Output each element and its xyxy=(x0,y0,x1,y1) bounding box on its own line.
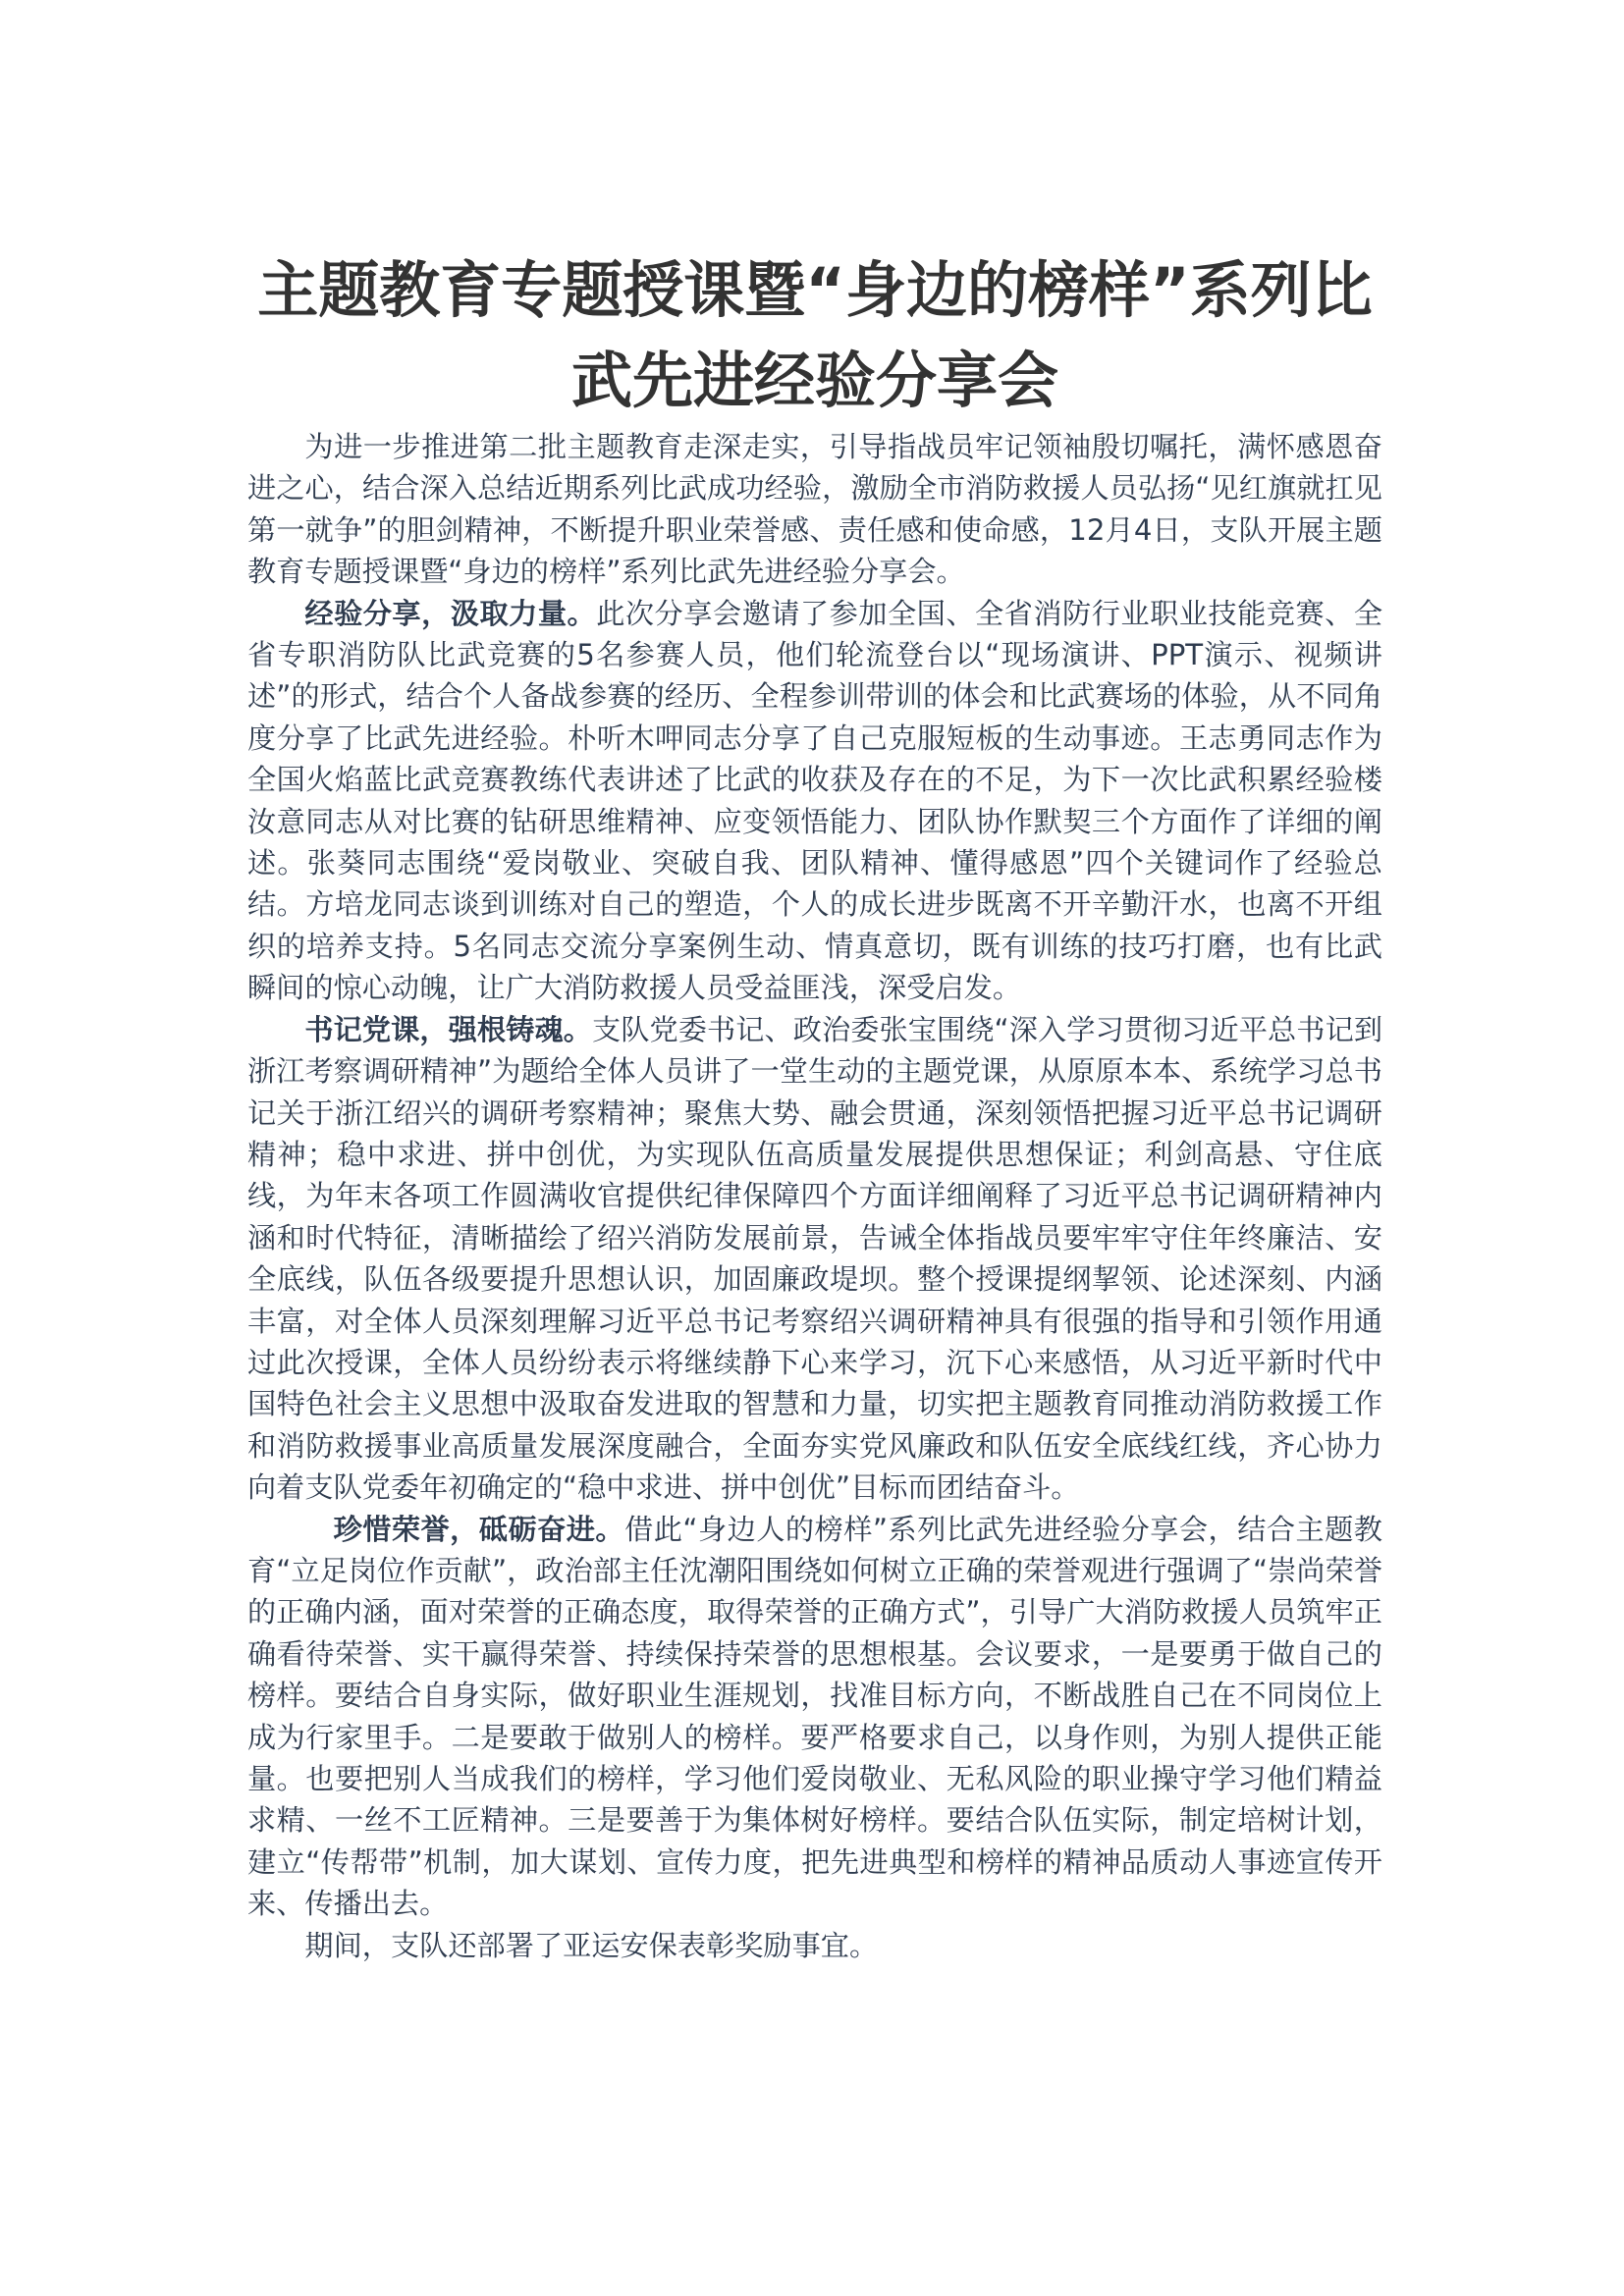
closing-paragraph xyxy=(247,1925,1382,1966)
paragraph-text: 此次分享会邀请了参加全国、全省消防行业职业技能竞赛、全省专职消防队比武竞赛的5名参赛人员，他们轮流登台以“现场演讲、PPT演示、视频讲述”的形式，结合个人备战参赛的经历、全程参训带训的体会和比武赛场的体验，从不同角度分享了比武先进经验。朴听木呷同志分享了自己克服短板的生动事迹。王志勇同志作为全国火焰蓝比武竞赛教练代表讲述了比武的收获及存在的不足，为下一次比武积累经验楼汝意同志从对比赛的钻研思维精神、应变领悟能力、团队协作默契三个方面作了详细的阐述。张葵同志围绕“爱岗敬业、突破自我、团队精神、懂得感恩”四个关键词作了经验总结。方培龙同志谈到训练对自己的塑造，个人的成长进步既离不开辛勤汗水，也离不开组织的培养支持。5名同志交流分享案例生动、情真意切，既有训练的技巧打磨，也有比武瞬间的惊心动魄，让广大消防救援人员受益匪浅，深受启发。 xyxy=(247,596,1383,1005)
section-heading: 书记党课，强根铸魂。 xyxy=(304,1012,592,1046)
paragraph-text: 借此“身边人的榜样”系列比武先进经验分享会，结合主题教育“立足岗位作贡献”，政治部主任沈潮阳围绕如何树立正确的荣誉观进行强调了“崇尚荣誉的正确内涵，面对荣誉的正确态度，取得荣誉的正确方式”，引导广大消防救援人员筑牢正确看待荣誉、实干赢得荣誉、持续保持荣誉的思想根基。会议要求，一是要勇于做自己的榜样。要结合自身实际，做好职业生涯规划，找准目标方向，不断战胜自己在不同岗位上成为行家里手。二是要敢于做别人的榜样。要严格要求自己，以身作则，为别人提供正能量。也要把别人当成我们的榜样，学习他们爱岗敬业、无私风险的职业操守学习他们精益求精、一丝不工匠精神。三是要善于为集体树好榜样。要结合队伍实际，制定培树计划，建立“传帮带”机制，加大谋划、宣传力度，把先进典型和榜样的精神品质动人事迹宣传开来、传播出去。 xyxy=(247,1512,1382,1921)
section-experience-sharing xyxy=(247,593,1382,1009)
section-heading: 经验分享，汲取力量。 xyxy=(304,596,597,630)
section-heading: 珍惜荣誉，砥砺奋进。 xyxy=(333,1512,625,1546)
paragraph-text: 期间，支队还部署了亚运安保表彰奖励事宜。 xyxy=(304,1928,879,1962)
section-party-lecture xyxy=(247,1009,1382,1509)
paragraph-text: 为进一步推进第二批主题教育走深走实，引导指战员牢记领袖殷切嘱托，满怀感恩奋进之心，结合深入总结近期系列比武成功经验，激励全市消防救援人员弘扬“见红旗就扛见第一就争”的胆剑精神，不断提升职业荣誉感、责任感和使命感，12月4日，支队开展主题教育专题授课暨“身边的榜样”系列比武先进经验分享会。 xyxy=(247,430,1382,589)
section-cherish-honor xyxy=(247,1509,1382,1925)
document-title: 主题教育专题授课暨“身边的榜样”系列比武先进经验分享会 xyxy=(257,254,1373,416)
paragraph-text: 支队党委书记、政治委张宝围绕“深入学习贯彻习近平总书记到浙江考察调研精神”为题给全体人员讲了一堂生动的主题党课，从原原本本、系统学习总书记关于浙江绍兴的调研考察精神；聚焦大势、融会贯通，深刻领悟把握习近平总书记调研精神；稳中求进、拼中创优，为实现队伍高质量发展提供思想保证；利剑高悬、守住底线，为年末各项工作圆满收官提供纪律保障四个方面详细阐释了习近平总书记调研精神内涵和时代特征，清晰描绘了绍兴消防发展前景，告诫全体指战员要牢牢守住年终廉洁、安全底线，队伍各级要提升思想认识，加固廉政堤坝。整个授课提纲挈领、论述深刻、内涵丰富，对全体人员深刻理解习近平总书记考察绍兴调研精神具有很强的指导和引领作用通过此次授课，全体人员纷纷表示将继续静下心来学习，沉下心来感悟，从习近平新时代中国特色社会主义思想中汲取奋发进取的智慧和力量，切实把主题教育同推动消防救援工作和消防救援事业高质量发展深度融合，全面夯实党风廉政和队伍安全底线红线，齐心协力向着支队党委年初确定的“稳中求进、拼中创优”目标而团结奋斗。 xyxy=(247,1012,1383,1505)
document-page xyxy=(247,245,1382,1966)
intro-paragraph xyxy=(247,426,1382,593)
